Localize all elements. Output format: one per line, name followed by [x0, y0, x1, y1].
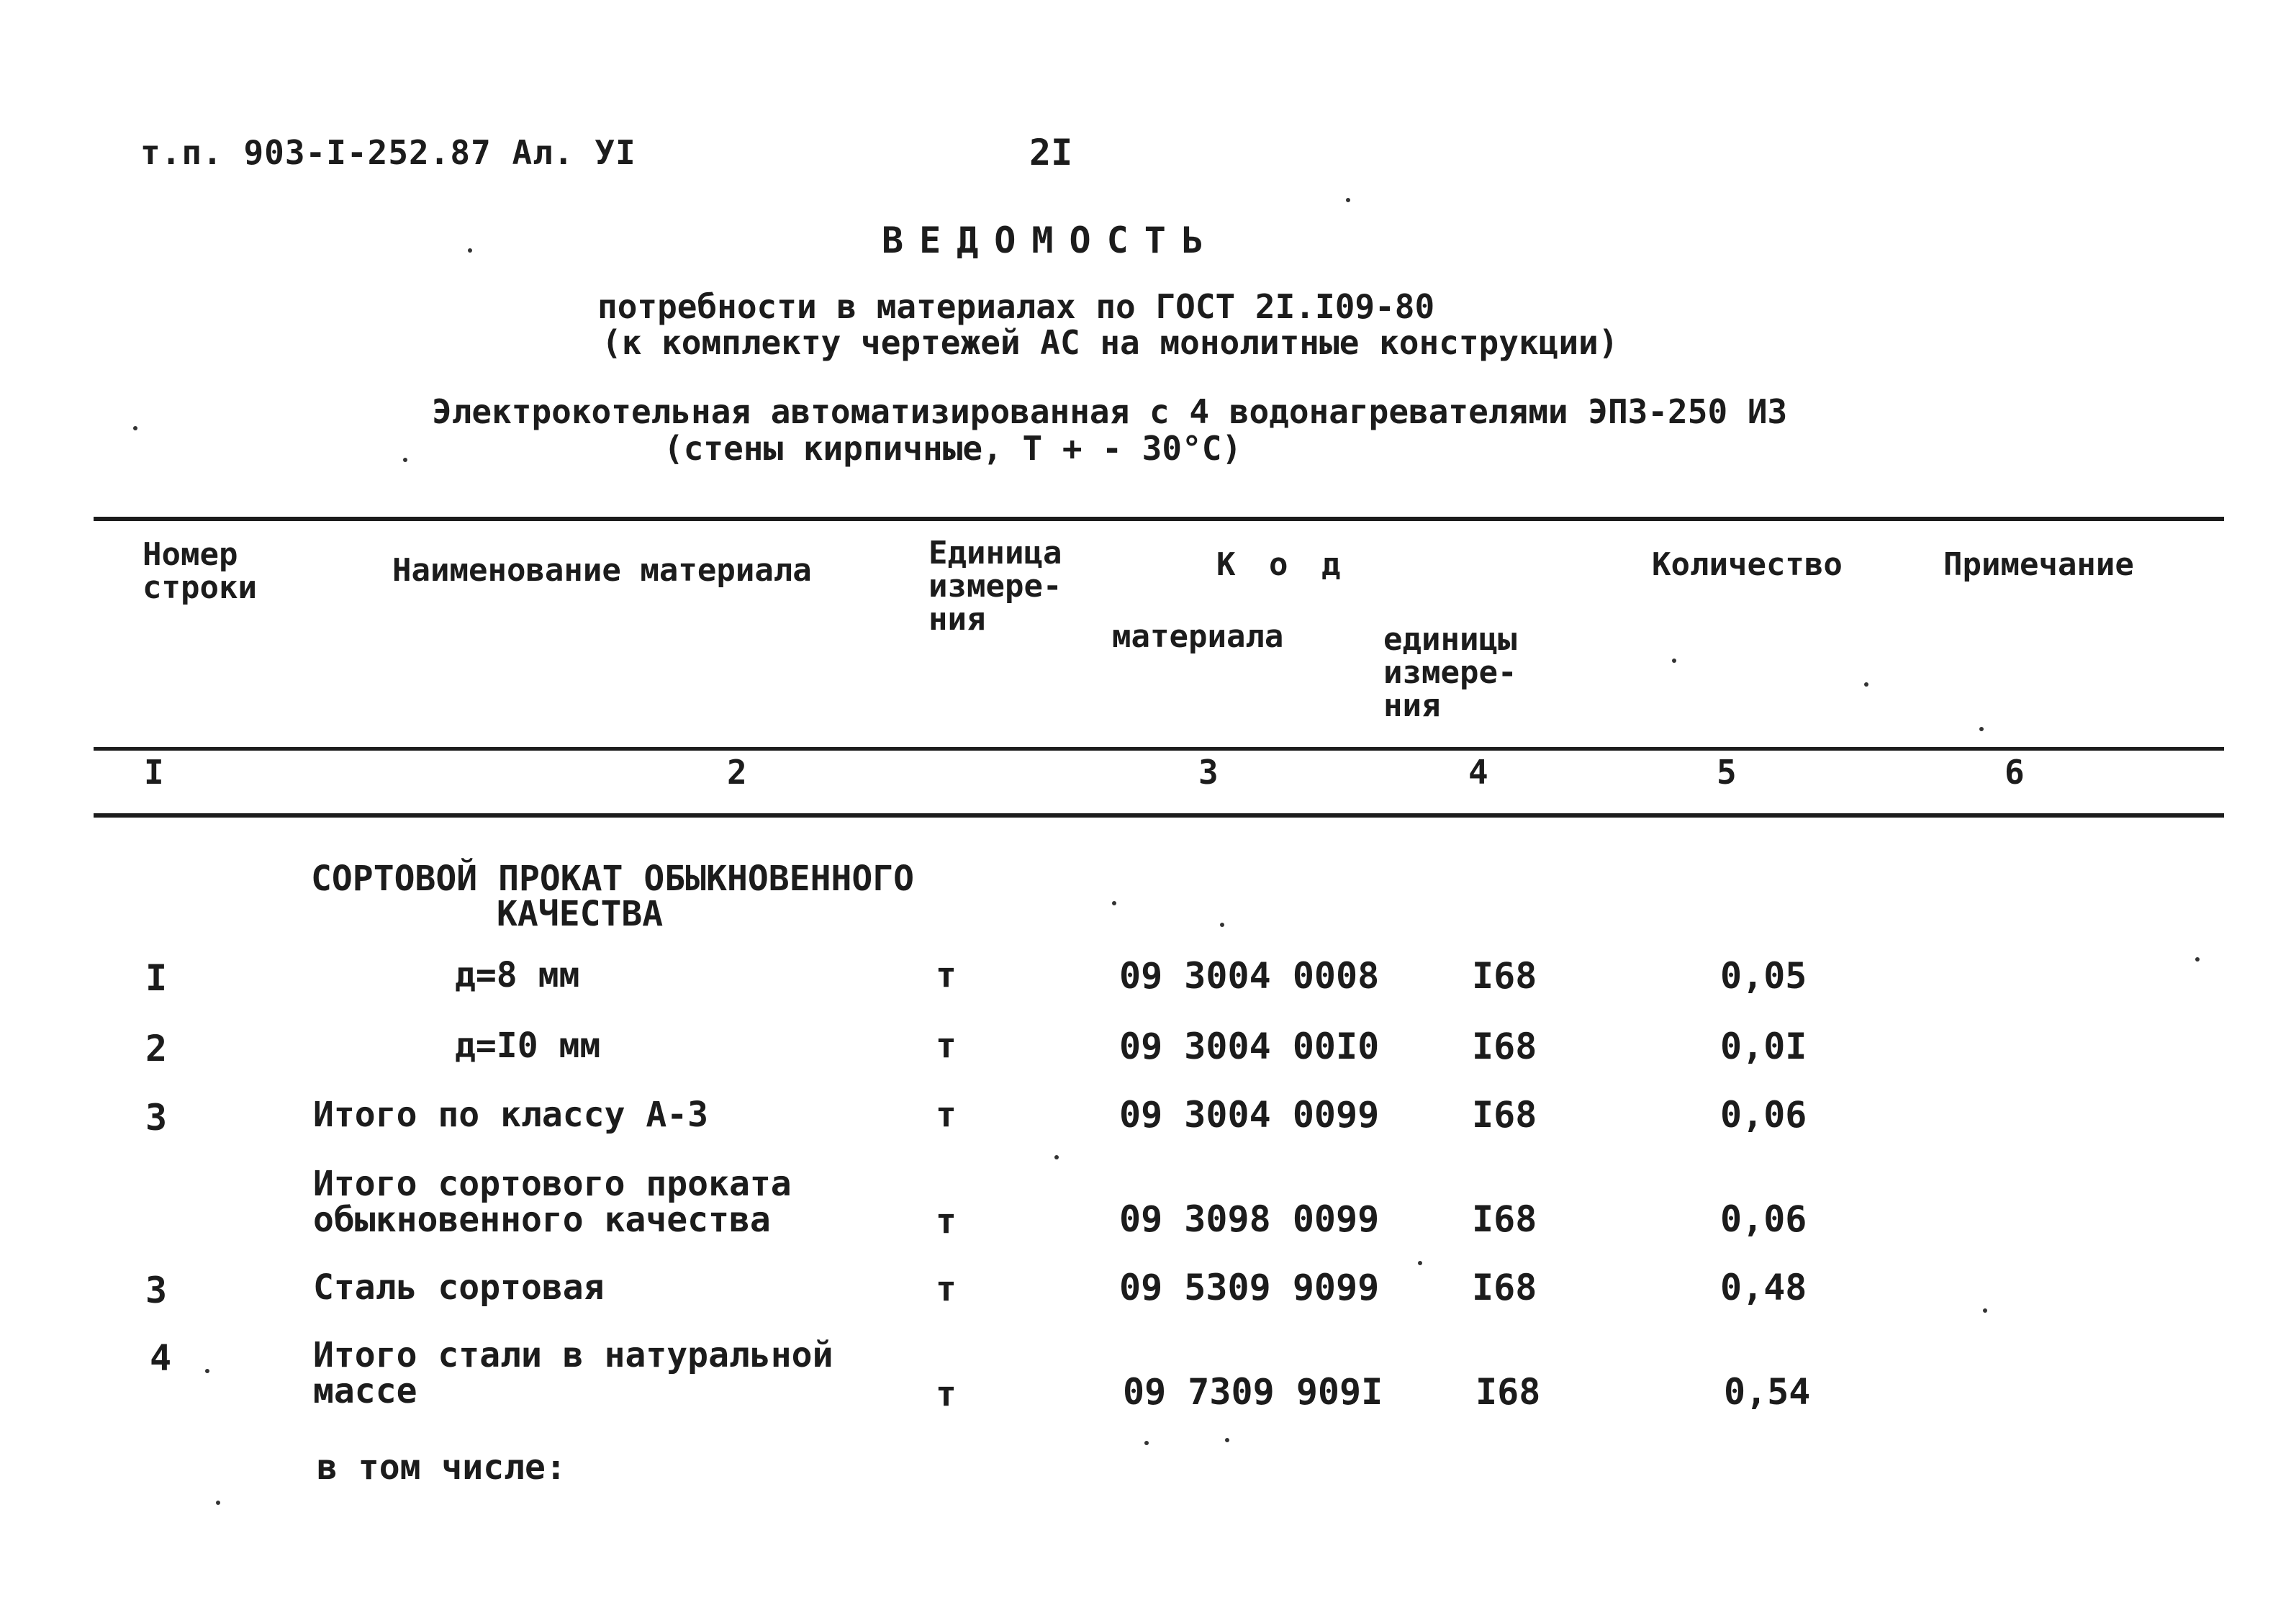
document-reference: т.п. 903-I-252.87 Ал. УI	[140, 133, 636, 172]
object-line-1: Электрокотельная автоматизированная с 4 водонагревателями ЭПЗ-250 ИЗ	[432, 392, 1788, 431]
row-number: I	[145, 957, 168, 999]
scan-speck	[403, 458, 407, 462]
subtitle-line-2: (к комплекту чертежей АС на монолитные конструкции)	[602, 323, 1619, 362]
document-title: ВЕДОМОСТЬ	[882, 220, 1219, 261]
header-note: Примечание	[1943, 546, 2134, 583]
unit-code: I68	[1472, 955, 1537, 997]
row-number: 3	[145, 1097, 168, 1139]
object-line-2: (стены кирпичные, Т + - 30°С)	[664, 429, 1242, 468]
material-code: 09 3098 0099	[1119, 1198, 1380, 1240]
section-heading-line-1: СОРТОВОЙ ПРОКАТ ОБЫКНОВЕННОГО	[311, 859, 915, 899]
unit: т	[936, 1026, 957, 1066]
material-name: Итого по классу А-3	[313, 1095, 709, 1135]
scan-speck	[1983, 1308, 1987, 1313]
scan-speck	[1864, 682, 1868, 687]
material-name: Сталь сортовая	[313, 1267, 605, 1308]
scan-speck	[2195, 957, 2200, 962]
column-number: I	[144, 753, 164, 792]
unit-code: I68	[1472, 1198, 1537, 1240]
unit-code: I68	[1475, 1371, 1541, 1413]
column-number: 6	[2005, 753, 2025, 792]
unit-code: I68	[1472, 1267, 1537, 1308]
material-code: 09 3004 0099	[1119, 1094, 1380, 1136]
material-name: Итого стали в натуральной массе	[313, 1335, 833, 1411]
material-code: 09 7309 909I	[1123, 1371, 1383, 1413]
header-material-name: Наименование материала	[392, 552, 812, 589]
column-number: 4	[1468, 753, 1488, 792]
row-number: 2	[145, 1028, 168, 1069]
column-number: 5	[1717, 753, 1737, 792]
scan-speck	[1346, 198, 1350, 202]
scan-speck	[1144, 1441, 1149, 1445]
section-heading-line-2: КАЧЕСТВА	[497, 894, 664, 934]
unit-code: I68	[1472, 1094, 1537, 1136]
scan-speck	[1112, 901, 1116, 905]
header-row-number: Номер строки	[143, 536, 257, 606]
scan-speck	[133, 426, 137, 430]
scan-speck	[1054, 1155, 1059, 1159]
material-name: д=8 мм	[455, 955, 580, 995]
unit-code: I68	[1472, 1026, 1537, 1067]
material-code: 09 3004 00I0	[1119, 1026, 1380, 1067]
header-code: К о д	[1216, 546, 1348, 583]
unit: т	[936, 955, 957, 995]
scan-speck	[1220, 923, 1224, 927]
column-number: 3	[1198, 753, 1219, 792]
table-colnum-rule	[94, 813, 2224, 818]
scan-speck	[1979, 727, 1984, 731]
scan-speck	[205, 1369, 209, 1373]
subtitle-line-1: потребности в материалах по ГОСТ 2I.I09-80	[597, 287, 1435, 326]
material-name: Итого сортового проката обыкновенного качества	[313, 1164, 792, 1240]
scan-speck	[216, 1501, 220, 1505]
material-code: 09 5309 9099	[1119, 1267, 1380, 1308]
page-number: 2I	[1029, 132, 1073, 173]
table-top-rule	[94, 517, 2224, 521]
table-header-rule	[94, 747, 2224, 751]
material-code: 09 3004 0008	[1119, 955, 1380, 997]
footer-text: в том числе:	[317, 1447, 566, 1488]
quantity: 0,06	[1720, 1094, 1807, 1136]
material-name: д=I0 мм	[455, 1026, 601, 1066]
scan-speck	[1672, 659, 1676, 663]
header-code-unit: единицы измере- ния	[1383, 621, 1517, 724]
row-number: 3	[145, 1270, 168, 1311]
header-quantity: Количество	[1652, 546, 1843, 583]
quantity: 0,54	[1724, 1371, 1811, 1413]
quantity: 0,06	[1720, 1198, 1807, 1240]
unit: т	[936, 1201, 957, 1241]
scan-speck	[468, 248, 472, 253]
quantity: 0,05	[1720, 955, 1807, 997]
unit: т	[936, 1374, 957, 1414]
column-number: 2	[727, 753, 747, 792]
scan-speck	[1225, 1438, 1229, 1442]
quantity: 0,48	[1720, 1267, 1807, 1308]
header-code-material: материала	[1112, 618, 1284, 655]
header-unit: Единица измере- ния	[928, 535, 1062, 638]
unit: т	[936, 1269, 957, 1309]
quantity: 0,0I	[1720, 1026, 1807, 1067]
row-number: 4	[150, 1337, 172, 1379]
scan-speck	[1418, 1261, 1422, 1265]
unit: т	[936, 1095, 957, 1135]
